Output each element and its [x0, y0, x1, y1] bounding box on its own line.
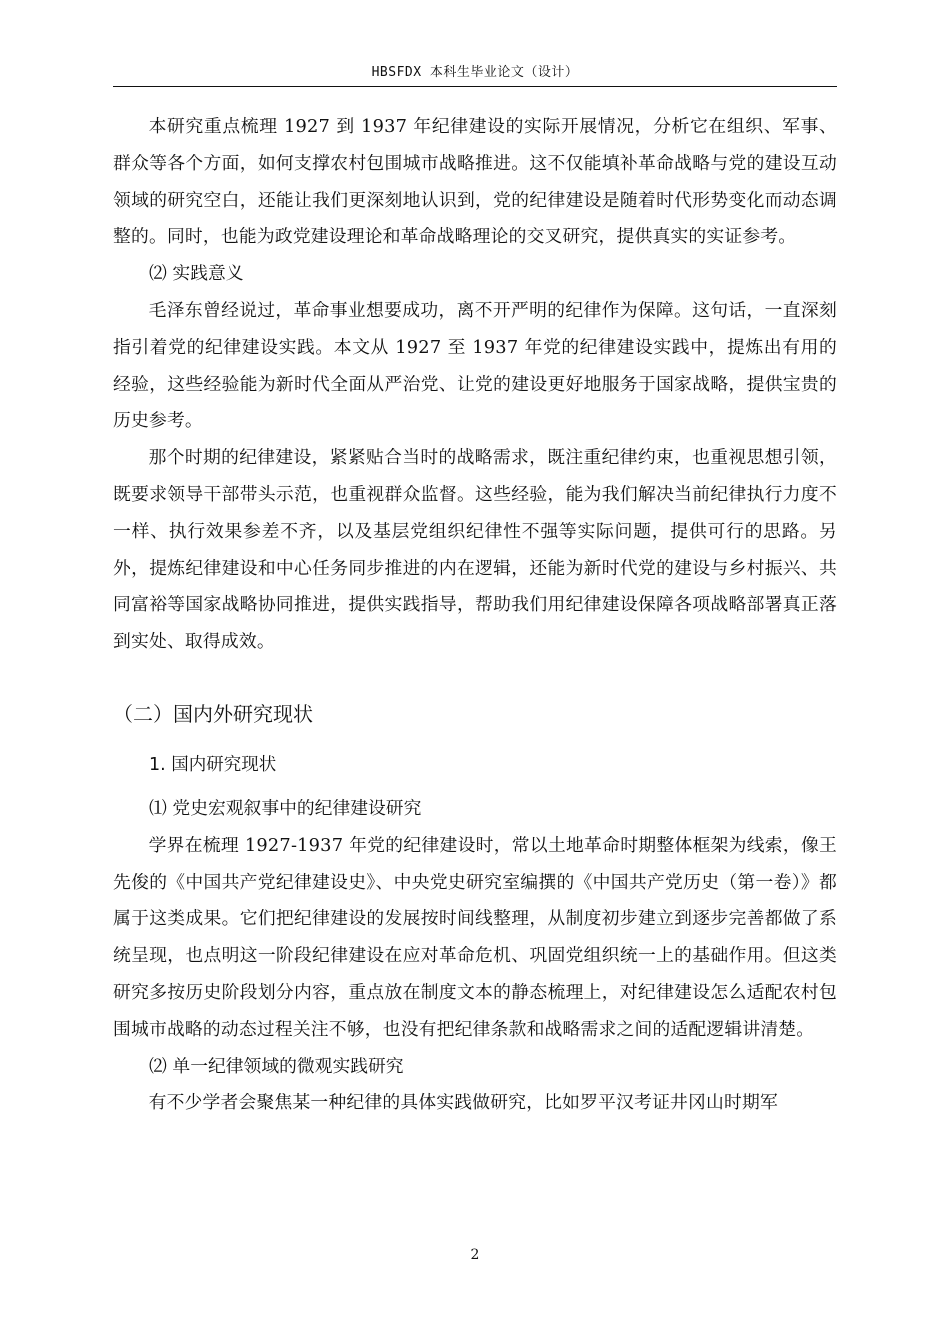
page-number: 2 — [470, 1247, 480, 1263]
subsection-heading-domestic: 1. 国内研究现状 — [149, 754, 277, 775]
running-header: HBSFDX 本科生毕业论文（设计） — [371, 65, 579, 80]
page-body — [113, 109, 837, 1122]
paragraph-mao-quote: 毛泽东曾经说过，革命事业想要成功，离不开严明的纪律作为保障。这句话，一直深刻指引着党的纪律建设实践。本文从 1927 至 1937 年党的纪律建设实践中，提炼出有用的经验，这些经验能为新时代全面从严治党、让党的建设更好地服务于国家战略，提供宝贵的历史参考。 — [113, 299, 837, 432]
paragraph-research-significance: 本研究重点梳理 1927 到 1937 年纪律建设的实际开展情况，分析它在组织、军事、群众等各个方面，如何支撑农村包围城市战略推进。这不仅能填补革命战略与党的建设互动领域的研究空白，还能让我们更深刻地认识到，党的纪律建设是随着时代形势变化而动态调整的。同时，也能为政党建设理论和革命战略理论的交叉研究，提供真实的实证参考。 — [113, 116, 837, 248]
paragraph-period-experience: 那个时期的纪律建设，紧紧贴合当时的战略需求，既注重纪律约束，也重视思想引领，既要求领导干部带头示范，也重视群众监督。这些经验，能为我们解决当前纪律执行力度不一样、执行效果参差不齐，以及基层党组织纪律性不强等实际问题，提供可行的思路。另外，提炼纪律建设和中心任务同步推进的内在逻辑，还能为新时代党的建设与乡村振兴、共同富裕等国家战略协同推进，提供实践指导，帮助我们用纪律建设保障各项战略部署真正落到实处、取得成效。 — [113, 447, 837, 653]
section-heading-research-status: （二）国内外研究现状 — [113, 701, 313, 726]
paragraph-micro-practice: 有不少学者会聚焦某一种纪律的具体实践做研究，比如罗平汉考证井冈山时期军 — [148, 1092, 778, 1114]
header-rule — [113, 86, 837, 87]
subheading-macro-narrative: ⑴ 党史宏观叙事中的纪律建设研究 — [149, 797, 422, 819]
subheading-micro-practice: ⑵ 单一纪律领域的微观实践研究 — [149, 1055, 404, 1077]
subheading-practical-significance: ⑵ 实践意义 — [149, 263, 244, 285]
paragraph-macro-narrative: 学界在梳理 1927-1937 年党的纪律建设时，常以土地革命时期整体框架为线索，像王先俊的《中国共产党纪律建设史》、中央党史研究室编撰的《中国共产党历史（第一卷）》都属于这类成果。它们把纪律建设的发展按时间线整理，从制度初步建立到逐步完善都做了系统呈现，也点明这一阶段纪律建设在应对革命危机、巩固党组织统一上的基础作用。但这类研究多按历史阶段划分内容，重点放在制度文本的静态梳理上，对纪律建设怎么适配农村包围城市战略的动态过程关注不够，也没有把纪律条款和战略需求之间的适配逻辑讲清楚。 — [113, 834, 837, 1040]
